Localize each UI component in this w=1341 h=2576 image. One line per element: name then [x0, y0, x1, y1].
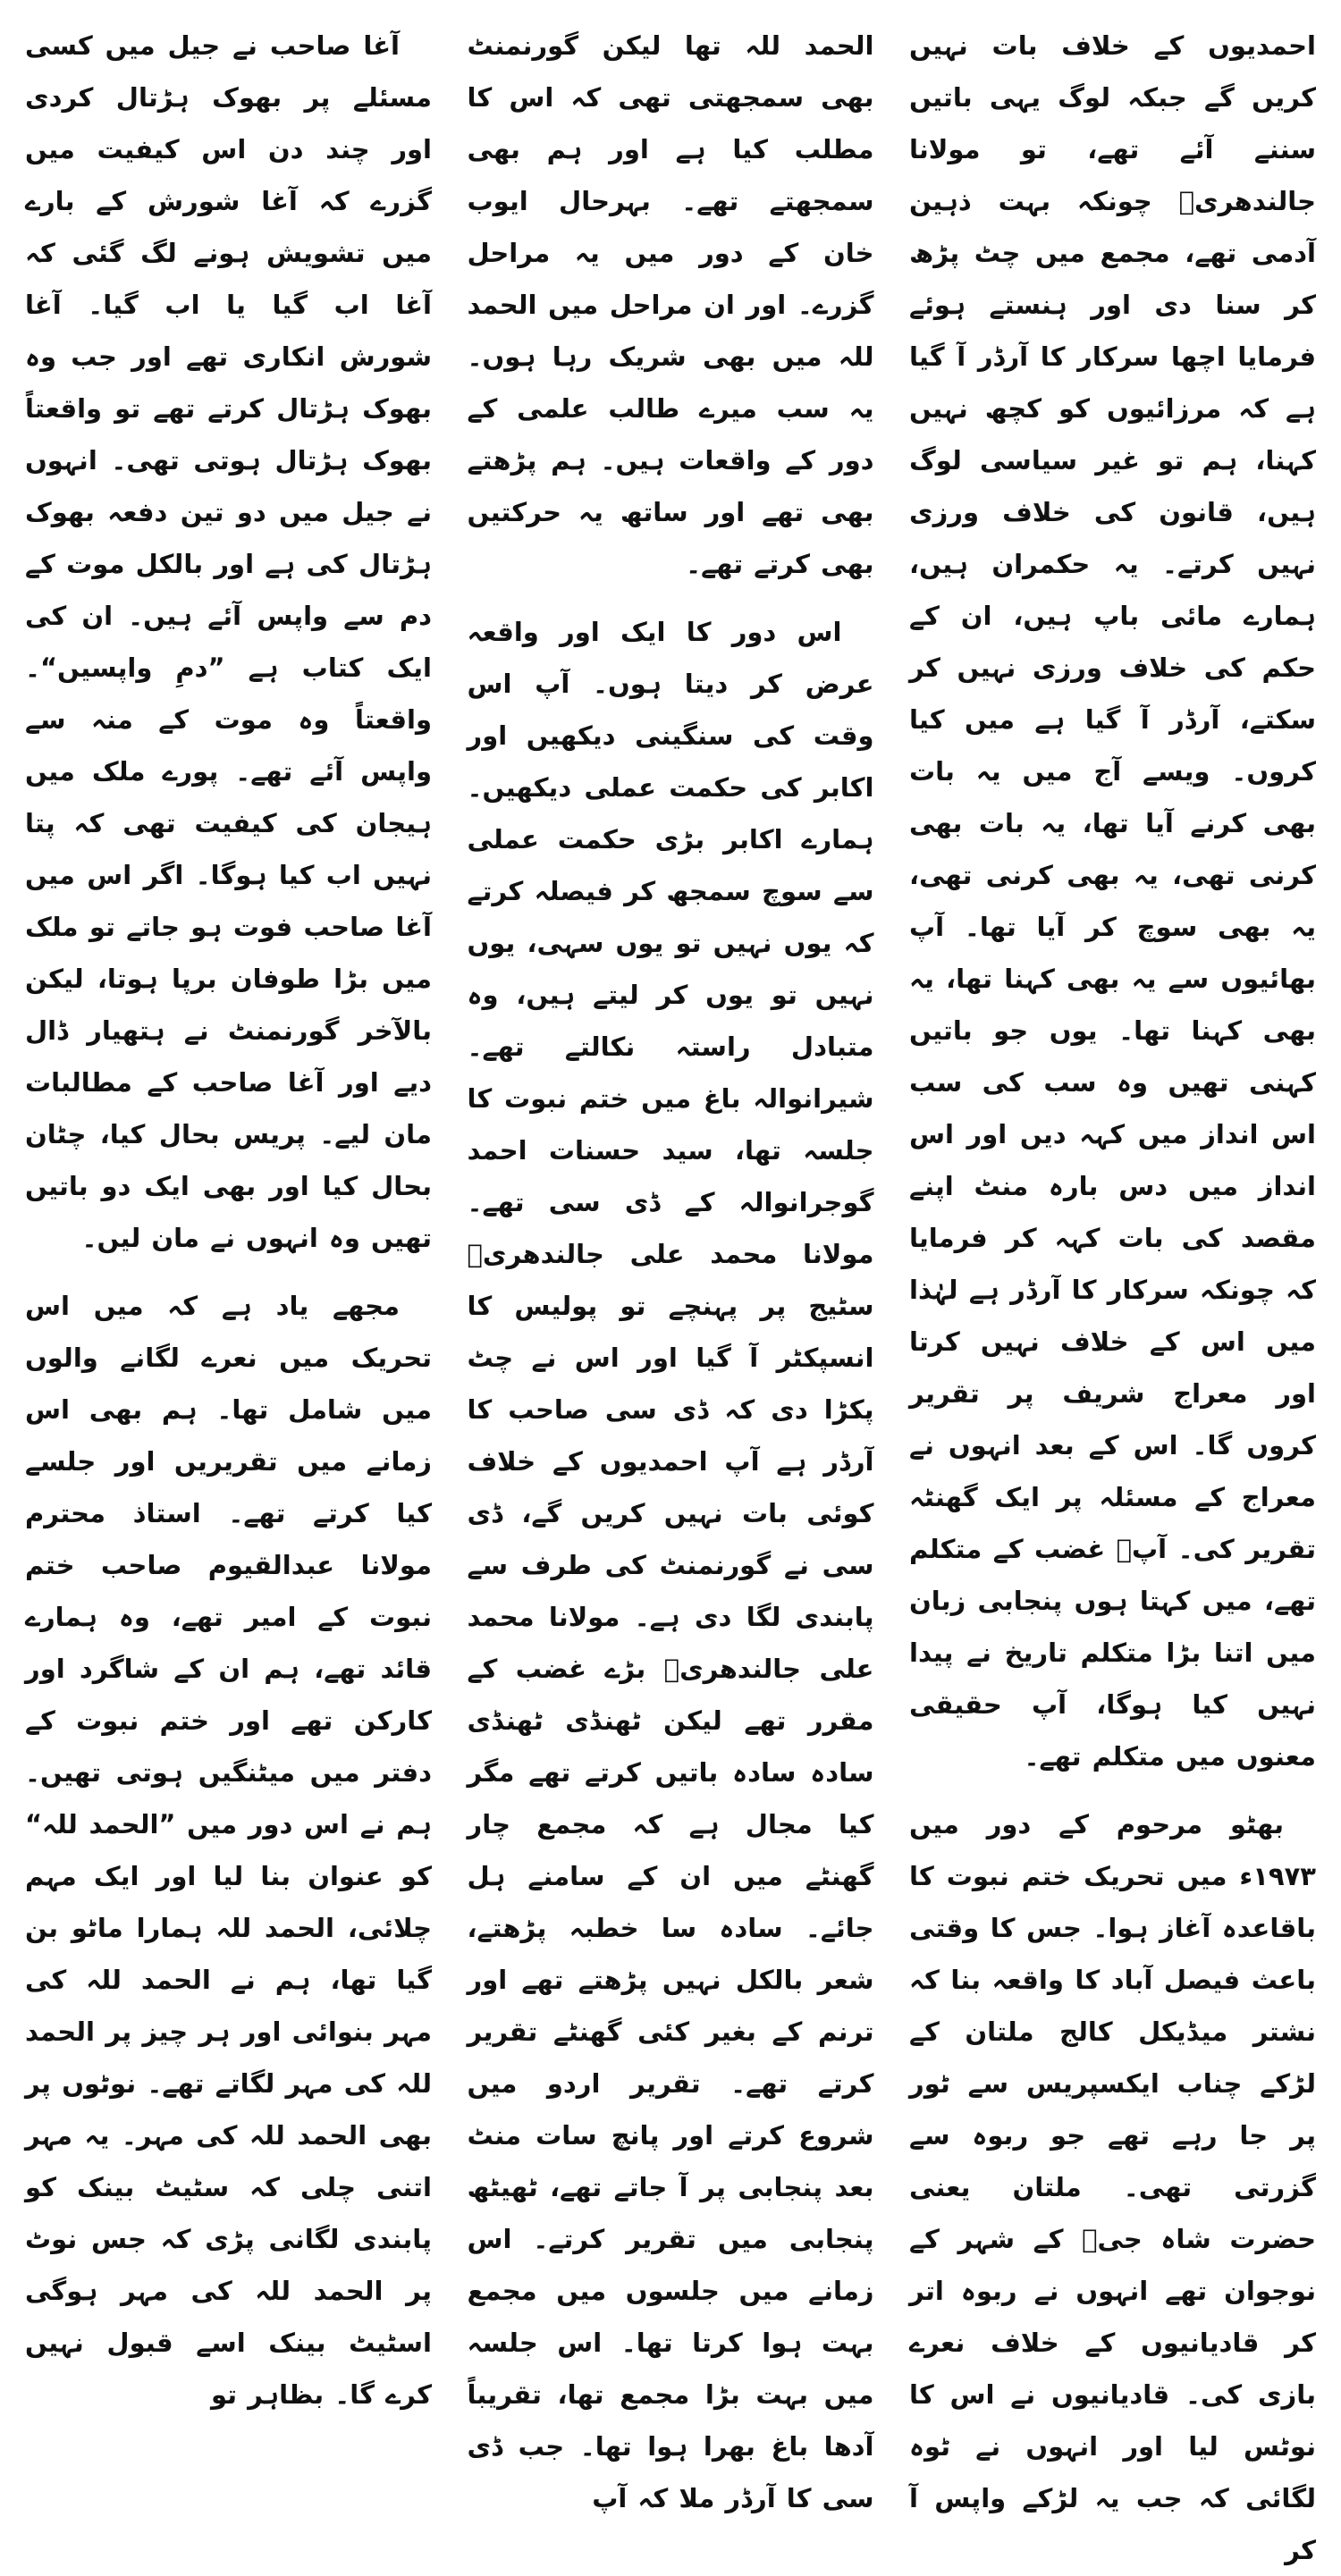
paragraph: آغا صاحب نے جیل میں کسی مسئلے پر بھوک ہڑتال کردی اور چند دن اس کیفیت میں گزرے کہ آغا شورش کے بارے میں تشویش ہونے لگ گئی کہ آغا اب گیا یا اب گیا۔ آغا شورش انکاری تھے اور جب وہ بھوک ہڑتال کرتے تھے تو واقعتاً بھوک ہڑتال ہوتی تھی۔ انہوں نے جیل میں دو تین دفعہ بھوک ہڑتال کی ہے اور بالکل موت کے دم سے واپس آئے ہیں۔ ان کی ایک کتاب ہے ”دمِ واپسیں“۔ واقعتاً وہ موت کے منہ سے واپس آئے تھے۔ پورے ملک میں ہیجان کی کیفیت تھی کہ پتا نہیں اب کیا ہوگا۔ اگر اس میں آغا صاحب فوت ہو جاتے تو ملک میں بڑا طوفان برپا ہوتا، لیکن بالآخر گورنمنٹ نے ہتھیار ڈال دیے اور آغا صاحب کے مطالبات مان لیے۔ پریس بحال کیا، چٹان بحال کیا اور بھی ایک دو باتیں تھیں وہ انہوں نے مان لیں۔	[25, 30, 432, 1253]
paragraph: احمدیوں کے خلاف بات نہیں کریں گے جبکہ لوگ یہی باتیں سننے آئے تھے، تو مولانا جالندھریؒ چونکہ بہت ذہین آدمی تھے، مجمع میں چٹ پڑھ کر سنا دی اور ہنستے ہوئے فرمایا اچھا سرکار کا آرڈر آ گیا ہے کہ مرزائیوں کو کچھ نہیں کہنا، ہم تو غیر سیاسی لوگ ہیں، قانون کی خلاف ورزی نہیں کرتے۔ یہ حکمران ہیں، ہمارے مائی باپ ہیں، ان کے حکم کی خلاف ورزی نہیں کر سکتے، آرڈر آ گیا ہے میں کیا کروں۔ ویسے آج میں یہ بات بھی کرنے آیا تھا، یہ بات بھی کرنی تھی، یہ بھی کرنی تھی، یہ بھی سوچ کر آیا تھا۔ آپ بھائیوں سے یہ بھی کہنا تھا، یہ بھی کہنا تھا۔ یوں جو باتیں کہنی تھیں وہ سب کی سب اس انداز میں کہہ دیں اور اس انداز میں دس بارہ منٹ اپنے مقصد کی بات کہہ کر فرمایا کہ چونکہ سرکار کا آرڈر ہے لہٰذا میں اس کے خلاف نہیں کرتا اور معراج شریف پر تقریر کروں گا۔ اس کے بعد انہوں نے معراج کے مسئلہ پر ایک گھنٹہ تقریر کی۔ آپؒ غضب کے متکلم تھے، میں کہتا ہوں پنجابی زبان میں اتنا بڑا متکلم تاریخ نے پیدا نہیں کیا ہوگا، آپ حقیقی معنوں میں متکلم تھے۔	[909, 30, 1316, 1772]
newspaper-page	[25, 20, 1316, 2565]
paragraph: بھٹو مرحوم کے دور میں ۱۹۷۳ء میں تحریک ختم نبوت کا باقاعدہ آغاز ہوا۔ جس کا وقتی باعث فیصل آباد کا واقعہ بنا کہ نشتر میڈیکل کالج ملتان کے لڑکے چناب ایکسپریس سے ٹور پر جا رہے تھے جو ربوہ سے گزرتی تھی۔ ملتان یعنی حضرت شاہ جیؒ کے شہر کے نوجوان تھے انہوں نے ربوہ اتر کر قادیانیوں کے خلاف نعرے بازی کی۔ قادیانیوں نے اس کا نوٹس لیا اور انہوں نے ٹوہ لگائی کہ جب یہ لڑکے واپس آ کر	[909, 1809, 1316, 2565]
column-middle	[467, 20, 874, 2513]
paragraph: مجھے یاد ہے کہ میں اس تحریک میں نعرے لگانے والوں میں شامل تھا۔ ہم بھی اس زمانے میں تقریریں اور جلسے کیا کرتے تھے۔ استاذ محترم مولانا عبدالقیوم صاحب ختم نبوت کے امیر تھے، وہ ہمارے قائد تھے، ہم ان کے شاگرد اور کارکن تھے اور ختم نبوت کے دفتر میں میٹنگیں ہوتی تھیں۔ ہم نے اس دور میں ”الحمد للہ“ کو عنوان بنا لیا اور ایک مہم چلائی، الحمد للہ ہمارا ماٹو بن گیا تھا، ہم نے الحمد للہ کی مہر بنوائی اور ہر چیز پر الحمد للہ کی مہر لگاتے تھے۔ نوٹوں پر بھی الحمد للہ کی مہر۔ یہ مہر اتنی چلی کہ سٹیٹ بینک کو پابندی لگانی پڑی کہ جس نوٹ پر الحمد للہ کی مہر ہوگی اسٹیٹ بینک اسے قبول نہیں کرے گا۔ بظاہر تو	[25, 1291, 432, 2410]
paragraph: اس دور کا ایک اور واقعہ عرض کر دیتا ہوں۔ آپ اس وقت کی سنگینی دیکھیں اور اکابر کی حکمت عملی دیکھیں۔ ہمارے اکابر بڑی حکمت عملی سے سوچ سمجھ کر فیصلہ کرتے کہ یوں نہیں تو یوں سہی، یوں نہیں تو یوں کر لیتے ہیں، وہ متبادل راستہ نکالتے تھے۔ شیرانوالہ باغ میں ختم نبوت کا جلسہ تھا، سید حسنات احمد گوجرانوالہ کے ڈی سی تھے۔ مولانا محمد علی جالندھریؒ سٹیج پر پہنچے تو پولیس کا انسپکٹر آ گیا اور اس نے چٹ پکڑا دی کہ ڈی سی صاحب کا آرڈر ہے آپ احمدیوں کے خلاف کوئی بات نہیں کریں گے، ڈی سی نے گورنمنٹ کی طرف سے پابندی لگا دی ہے۔ مولانا محمد علی جالندھریؒ بڑے غضب کے مقرر تھے لیکن ٹھنڈی ٹھنڈی سادہ سادہ باتیں کرتے تھے مگر کیا مجال ہے کہ مجمع چار گھنٹے میں ان کے سامنے ہل جائے۔ سادہ سا خطبہ پڑھتے، شعر بالکل نہیں پڑھتے تھے اور ترنم کے بغیر کئی گھنٹے تقریر کرتے تھے۔ تقریر اردو میں شروع کرتے اور پانچ سات منٹ بعد پنجابی پر آ جاتے تھے، ٹھیٹھ پنجابی میں تقریر کرتے۔ اس زمانے میں جلسوں میں مجمع بہت ہوا کرتا تھا۔ اس جلسہ میں بہت بڑا مجمع تھا، تقریباً آدھا باغ بھرا ہوا تھا۔ جب ڈی سی کا آرڈر ملا کہ آپ	[467, 617, 874, 2513]
column-right	[25, 20, 432, 2410]
column-left	[909, 20, 1316, 2565]
paragraph: الحمد للہ تھا لیکن گورنمنٹ بھی سمجھتی تھی کہ اس کا مطلب کیا ہے اور ہم بھی سمجھتے تھے۔ بہرحال ایوب خان کے دور میں یہ مراحل گزرے۔ اور ان مراحل میں الحمد للہ میں بھی شریک رہا ہوں۔ یہ سب میرے طالب علمی کے دور کے واقعات ہیں۔ ہم پڑھتے بھی تھے اور ساتھ یہ حرکتیں بھی کرتے تھے۔	[467, 30, 874, 579]
